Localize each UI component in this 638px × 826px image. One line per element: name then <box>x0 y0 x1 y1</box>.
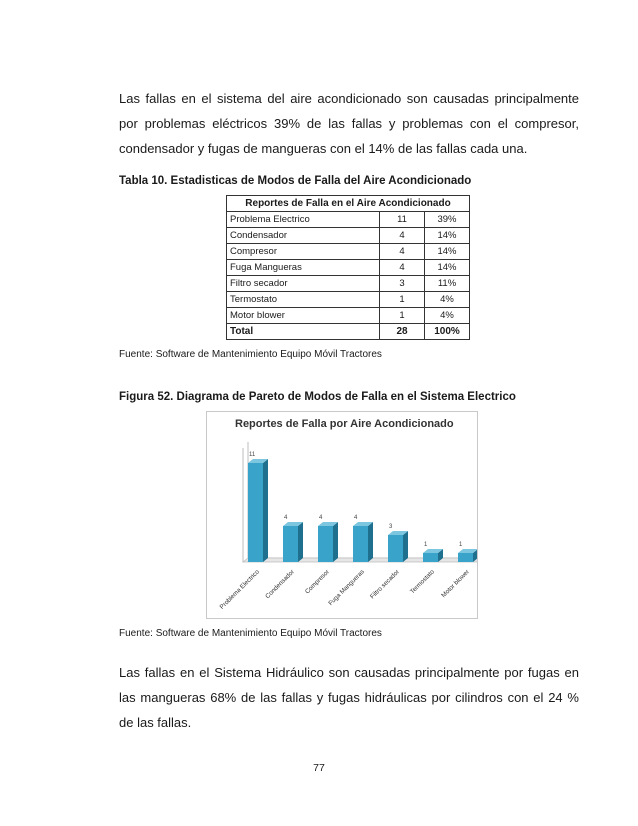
table-row <box>227 244 470 260</box>
row-count: 1 <box>380 308 425 324</box>
x-tick-label: Motor blower <box>440 568 471 600</box>
bar-side <box>298 522 303 562</box>
bar-front <box>353 526 368 562</box>
failure-stats-table <box>226 195 470 340</box>
table-source: Fuente: Software de Mantenimiento Equipo Móvil Tractores <box>119 349 382 360</box>
x-tick-label: Compresor <box>303 568 331 596</box>
table-row <box>227 292 470 308</box>
table-total-row <box>227 324 470 340</box>
chart-bar <box>458 549 477 562</box>
bar-value-label: 4 <box>354 515 358 521</box>
bar-value-label: 4 <box>284 515 288 521</box>
row-count: 1 <box>380 292 425 308</box>
figure-caption: Figura 52. Diagrama de Pareto de Modos de Falla en el Sistema Electrico <box>119 391 516 403</box>
row-count: 28 <box>380 324 425 340</box>
row-count: 3 <box>380 276 425 292</box>
bar-value-label: 1 <box>459 542 463 548</box>
table-row <box>227 212 470 228</box>
chart-title: Reportes de Falla por Aire Acondicionado <box>235 418 454 430</box>
row-count: 11 <box>380 212 425 228</box>
chart-bar <box>388 531 408 562</box>
intro-paragraph: Las fallas en el sistema del aire acondicionado son causadas principalmente por problemas eléctricos 39% de las fallas y problemas con el compresor, condensador y fugas de mangueras con el 14% de las fallas cada una. <box>119 91 579 156</box>
row-percent: 11% <box>425 276 470 292</box>
table-body <box>227 212 470 340</box>
row-percent: 14% <box>425 244 470 260</box>
x-tick-label: Problema Electrico <box>218 568 261 611</box>
bar-front <box>388 535 403 562</box>
table-header: Reportes de Falla en el Aire Acondicionado <box>227 196 470 212</box>
x-tick-label: Filtro secador <box>368 568 401 601</box>
page-number: 77 <box>313 762 325 774</box>
bar-side <box>368 522 373 562</box>
closing-paragraph: Las fallas en el Sistema Hidráulico son causadas principalmente por fugas en las mangueras 68% de las fallas y fugas hidráulicas por cilindros con el 24 % de las fallas. <box>119 665 579 730</box>
row-percent: 14% <box>425 228 470 244</box>
table-row <box>227 260 470 276</box>
row-label: Total <box>227 324 380 340</box>
bar-front <box>423 553 438 562</box>
chart-ticks <box>219 568 471 611</box>
bar-value-label: 3 <box>389 524 393 530</box>
table-row <box>227 276 470 292</box>
row-percent: 4% <box>425 308 470 324</box>
chart-bar <box>423 549 443 562</box>
row-percent: 100% <box>425 324 470 340</box>
figure-source: Fuente: Software de Mantenimiento Equipo Móvil Tractores <box>119 628 382 639</box>
row-label: Fuga Mangueras <box>227 260 380 276</box>
bar-side <box>263 459 268 562</box>
row-label: Filtro secador <box>227 276 380 292</box>
row-percent: 14% <box>425 260 470 276</box>
table-row <box>227 308 470 324</box>
chart-bar <box>283 522 303 562</box>
row-count: 4 <box>380 228 425 244</box>
table-row <box>227 228 470 244</box>
bar-value-label: 1 <box>424 542 428 548</box>
x-tick-label: Condensador <box>264 568 296 601</box>
row-label: Motor blower <box>227 308 380 324</box>
bar-front <box>318 526 333 562</box>
bar-front <box>283 526 298 562</box>
row-count: 4 <box>380 244 425 260</box>
bar-side <box>333 522 338 562</box>
bar-front <box>248 463 263 562</box>
chart-bar <box>248 459 268 562</box>
row-label: Termostato <box>227 292 380 308</box>
row-label: Problema Electrico <box>227 212 380 228</box>
chart-bar <box>318 522 338 562</box>
row-count: 4 <box>380 260 425 276</box>
bar-value-label: 4 <box>319 515 323 521</box>
chart-bar <box>353 522 373 562</box>
x-tick-label: Fuga Mangueras <box>327 568 366 608</box>
chart-bars <box>248 452 477 562</box>
x-tick-label: Termostato <box>408 568 436 596</box>
row-percent: 4% <box>425 292 470 308</box>
bar-value-label: 11 <box>249 452 256 458</box>
bar-side <box>403 531 408 562</box>
row-label: Condensador <box>227 228 380 244</box>
row-label: Compresor <box>227 244 380 260</box>
pareto-chart <box>206 411 478 619</box>
chart-svg <box>207 412 477 618</box>
table-caption: Tabla 10. Estadisticas de Modos de Falla del Aire Acondicionado <box>119 175 472 187</box>
row-percent: 39% <box>425 212 470 228</box>
bar-front <box>458 553 473 562</box>
